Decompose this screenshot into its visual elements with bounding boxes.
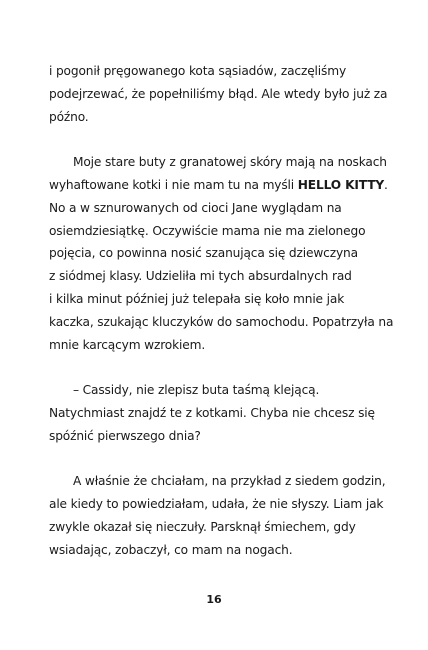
text-line: z siódmej klasy. Udzieliła mi tych absurdalnych rad [49, 269, 352, 284]
paragraph-gap [49, 128, 381, 151]
text-line: zwykle okazał się nieczuły. Parsknął śmiechem, gdy [49, 519, 356, 534]
paragraph [49, 151, 394, 356]
text-line: podejrzewać, że popełniliśmy błąd. Ale wtedy było już za [49, 86, 388, 101]
text-line: i kilka minut później już telepała się koło mnie jak [49, 291, 345, 306]
text-line: ale kiedy to powiedziałam, udała, że nie słyszy. Liam jak [49, 497, 384, 512]
paragraph [49, 60, 388, 128]
text-segment: wyhaftowane kotki i nie mam tu na myśli [49, 177, 298, 192]
text-line: osiemdziesiątkę. Oczywiście mama nie ma zielonego [49, 223, 366, 238]
text-line: późno. [49, 109, 89, 124]
text-line: mnie karcącym wzrokiem. [49, 337, 206, 352]
text-line [49, 174, 388, 197]
text-line: pojęcia, co powinna nosić szanująca się dziewczyna [49, 246, 358, 261]
paragraph [49, 379, 381, 447]
paragraph-gap [49, 356, 381, 379]
paragraph [49, 470, 386, 561]
text-line: No a w sznurowanych od cioci Jane wyglądam na [49, 200, 342, 215]
brand-name: HELLO KITTY [297, 177, 385, 192]
text-line: i pogonił pręgowanego kota sąsiadów, zaczęliśmy [49, 64, 347, 78]
body-text [49, 60, 394, 562]
text-line: wsiadając, zobaczył, co mam na nogach. [49, 542, 293, 557]
text-line: – Cassidy, nie zlepisz buta taśmą klejącą. [73, 383, 320, 398]
text-segment: . [384, 177, 388, 192]
text-line: Moje stare buty z granatowej skóry mają na noskach [73, 155, 387, 170]
text-line: kaczka, szukając kluczyków do samochodu. Popatrzyła na [49, 314, 394, 329]
text-line: spóźnić pierwszego dnia? [49, 428, 201, 443]
paragraph-gap [49, 448, 381, 471]
text-line: A właśnie że chciałam, na przykład z siedem godzin, [73, 474, 386, 489]
text-line: Natychmiast znajdź te z kotkami. Chyba nie chcesz się [49, 405, 375, 420]
page-number: 16 [206, 593, 222, 606]
